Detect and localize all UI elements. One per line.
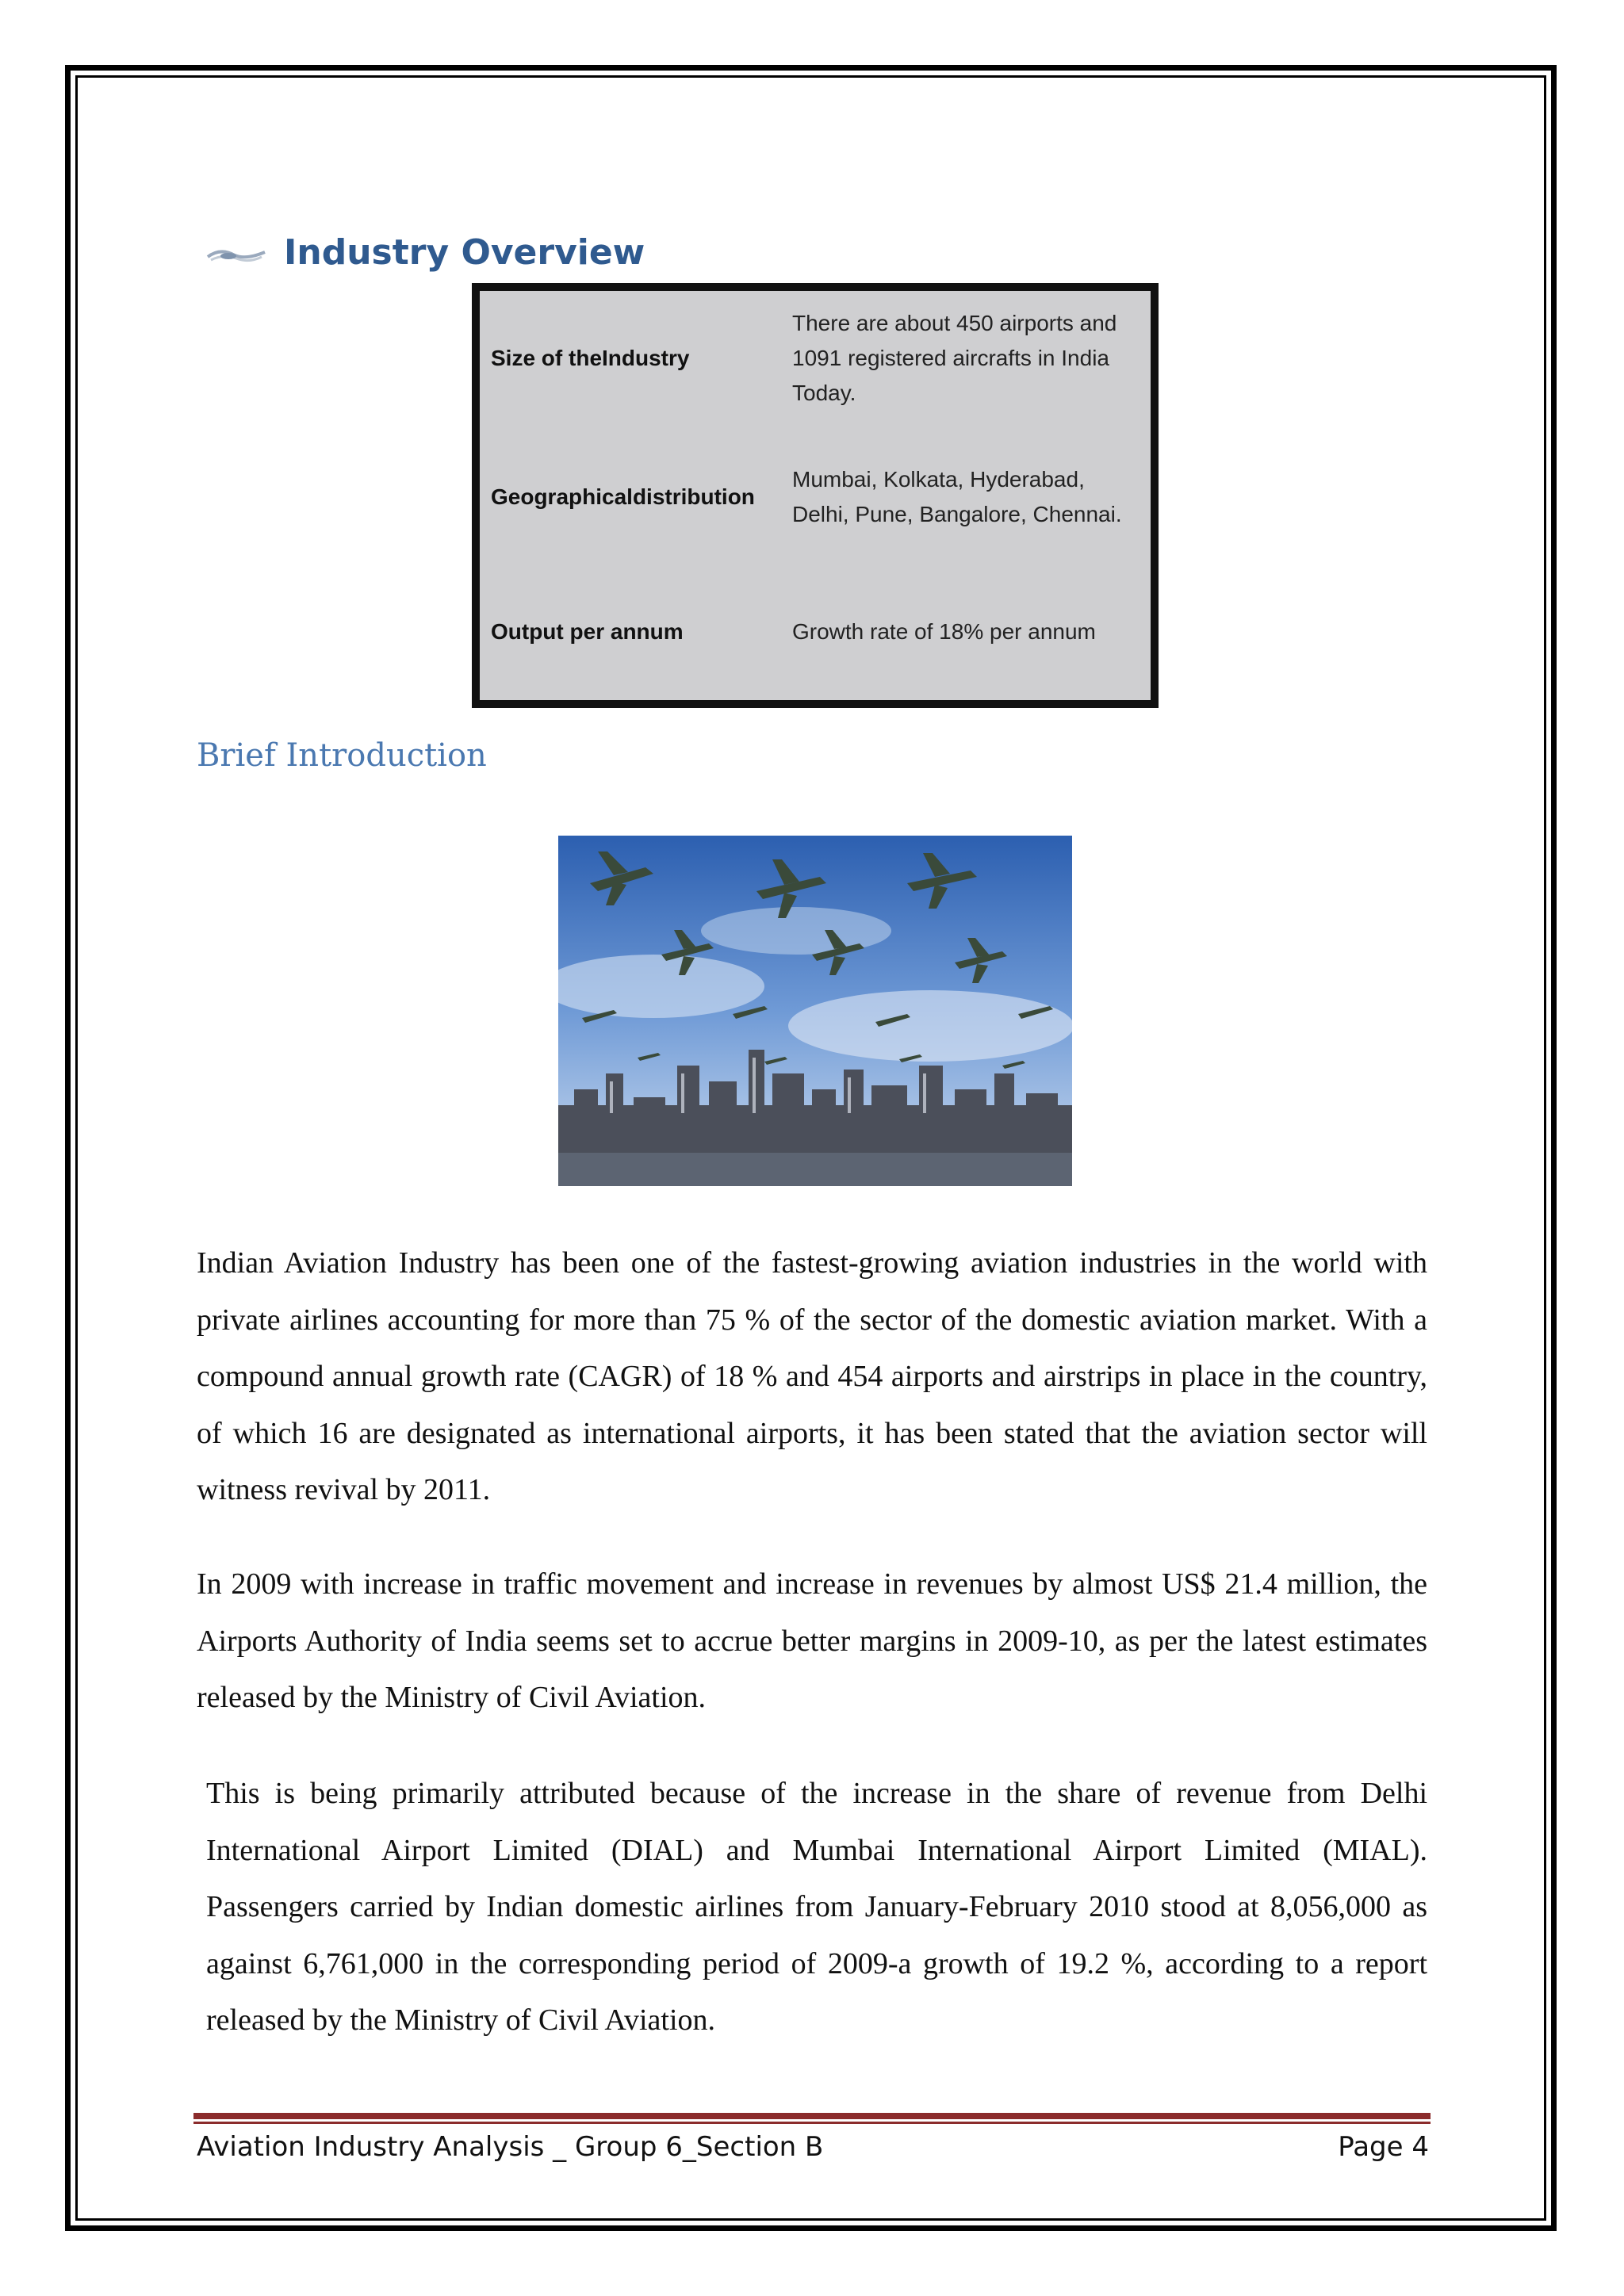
overview-table: [472, 283, 1159, 708]
footer-divider: [193, 2113, 1431, 2119]
row-value: Growth rate of 18% per annum: [792, 619, 1096, 644]
table-row: [480, 307, 1151, 410]
footer-document-title: Aviation Industry Analysis _ Group 6_Section B: [197, 2131, 824, 2163]
table-row: [480, 453, 1151, 541]
section-heading: [205, 228, 645, 276]
row-label: Output per annum: [491, 619, 684, 644]
paragraph: This is being primarily attributed because of the increase in the share of revenue from Delhi International Airport Limited (DIAL) and Mumbai International Airport Limited (MIAL). Passengers carried by Indian domestic airlines from January-February 2010 stood at 8,056,000 as against 6,761,000 in the corresponding period of 2009-a growth of 19.2 %, according to a report released by the Ministry of Civil Aviation.: [206, 1777, 1427, 2037]
paragraph: In 2009 with increase in traffic movement and increase in revenues by almost US$ 21.4 million, the Airports Authority of India seems set to accrue better margins in 2009-10, as per the latest estimates released by the Ministry of Civil Aviation.: [197, 1567, 1427, 1714]
row-value: There are about 450 airports and 1091 registered aircrafts in India Today.: [792, 311, 1117, 405]
section-subheading: Brief Introduction: [197, 737, 487, 774]
paragraph: Indian Aviation Industry has been one of the fastest-growing aviation industries in the world with private airlines accounting for more than 75 % of the sector of the domestic aviation market. With a compound annual growth rate (CAGR) of 18 % and 454 airports and airstrips in place in the country, of which 16 are designated as international airports, it has been stated that the aviation sector will witness revival by 2011.: [197, 1246, 1427, 1506]
row-label: Size of theIndustry: [491, 346, 690, 370]
page-title: Industry Overview: [284, 232, 645, 273]
footer-page-number: Page 4: [1338, 2131, 1429, 2163]
row-value: Mumbai, Kolkata, Hyderabad, Delhi, Pune, Bangalore, Chennai.: [792, 467, 1122, 526]
table-row: [480, 608, 1151, 656]
row-label: Geographicaldistribution: [491, 484, 755, 509]
footer-divider-thin: [193, 2122, 1431, 2124]
airplane-logo-icon: [205, 236, 268, 268]
aircraft-over-city-image: [558, 836, 1072, 1186]
